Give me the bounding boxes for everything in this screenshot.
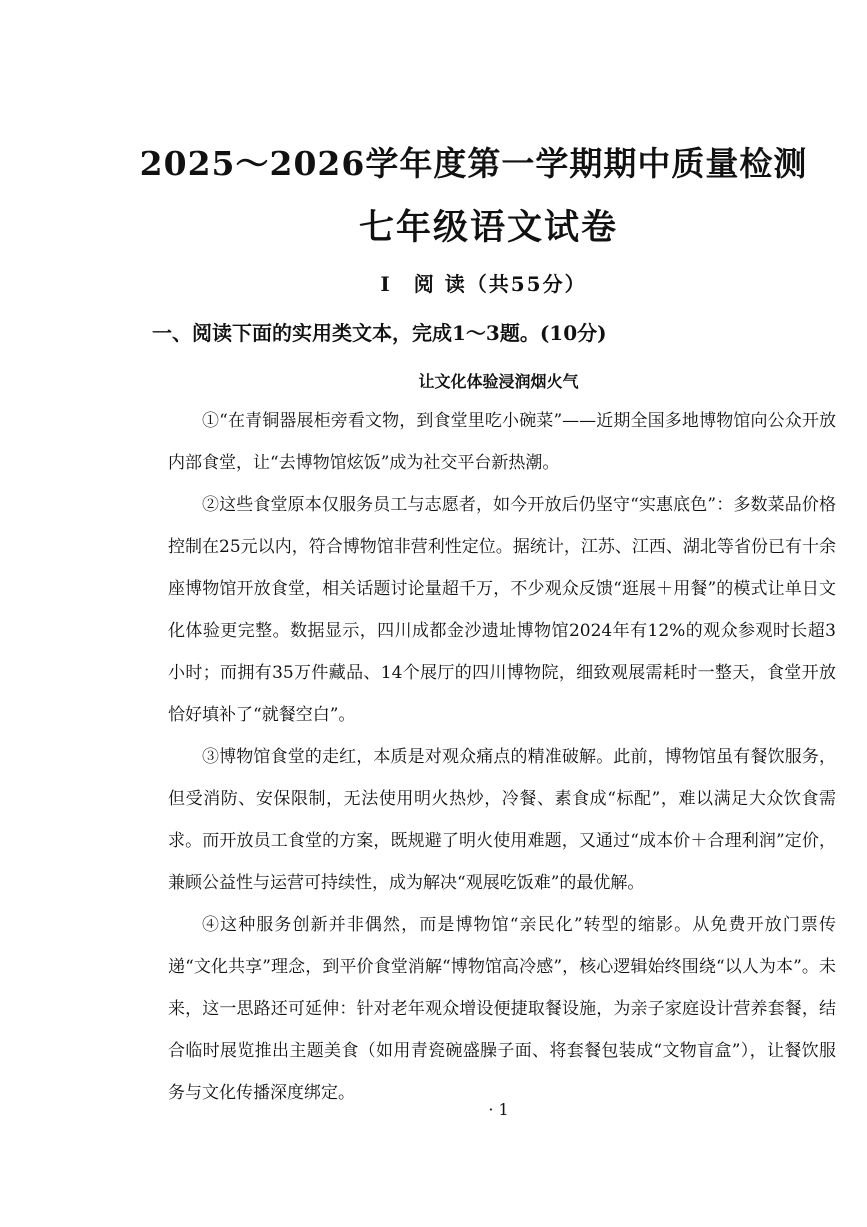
article-paragraph-2: ②这些食堂原本仅服务员工与志愿者，如今开放后仍坚守“实惠底色”：多数菜品价格控制在25元以内，符合博物馆非营利性定位。据统计，江苏、江西、湖北等省份已有十余座博物馆开放食堂，相关话题讨论量超千万，不少观众反馈“逛展＋用餐”的模式让单日文化体验更完整。数据显示，四川成都金沙遗址博物馆2024年有12%的观众参观时长超3小时；而拥有35万件藏品、14个展厅的四川博物院，细致观展需耗时一整天，食堂开放恰好填补了“就餐空白”。 xyxy=(168,495,836,725)
article-paragraph-1: ①“在青铜器展柜旁看文物，到食堂里吃小碗菜”——近期全国多地博物馆向公众开放内部食堂，让“去博物馆炫饭”成为社交平台新热潮。 xyxy=(168,411,836,473)
exam-title: 2025～2026学年度第一学期期中质量检测 xyxy=(139,144,808,183)
article-title: 让文化体验浸润烟火气 xyxy=(418,372,579,391)
article-body xyxy=(168,400,836,1114)
exam-subtitle: 七年级语文试卷 xyxy=(358,207,618,248)
question-heading: 一、阅读下面的实用类文本，完成1～3题。(10分) xyxy=(152,321,607,345)
page-number: · 1 xyxy=(488,1100,509,1119)
article-paragraph-4: ④这种服务创新并非偶然，而是博物馆“亲民化”转型的缩影。从免费开放门票传递“文化共享”理念，到平价食堂消解“博物馆高冷感”，核心逻辑始终围绕“以人为本”。未来，这一思路还可延伸：针对老年观众增设便捷取餐设施，为亲子家庭设计营养套餐，结合临时展览推出主题美食（如用青瓷碗盛臊子面、将套餐包装成“文物盲盒”），让餐饮服务与文化传播深度绑定。 xyxy=(168,915,836,1103)
article-paragraph-3: ③博物馆食堂的走红，本质是对观众痛点的精准破解。此前，博物馆虽有餐饮服务，但受消防、安保限制，无法使用明火热炒，冷餐、素食成“标配”，难以满足大众饮食需求。而开放员工食堂的方案，既规避了明火使用难题，又通过“成本价＋合理利润”定价，兼顾公益性与运营可持续性，成为解决“观展吃饭难”的最优解。 xyxy=(168,747,836,893)
section-heading: Ⅰ 阅 读（共55分） xyxy=(380,272,587,296)
